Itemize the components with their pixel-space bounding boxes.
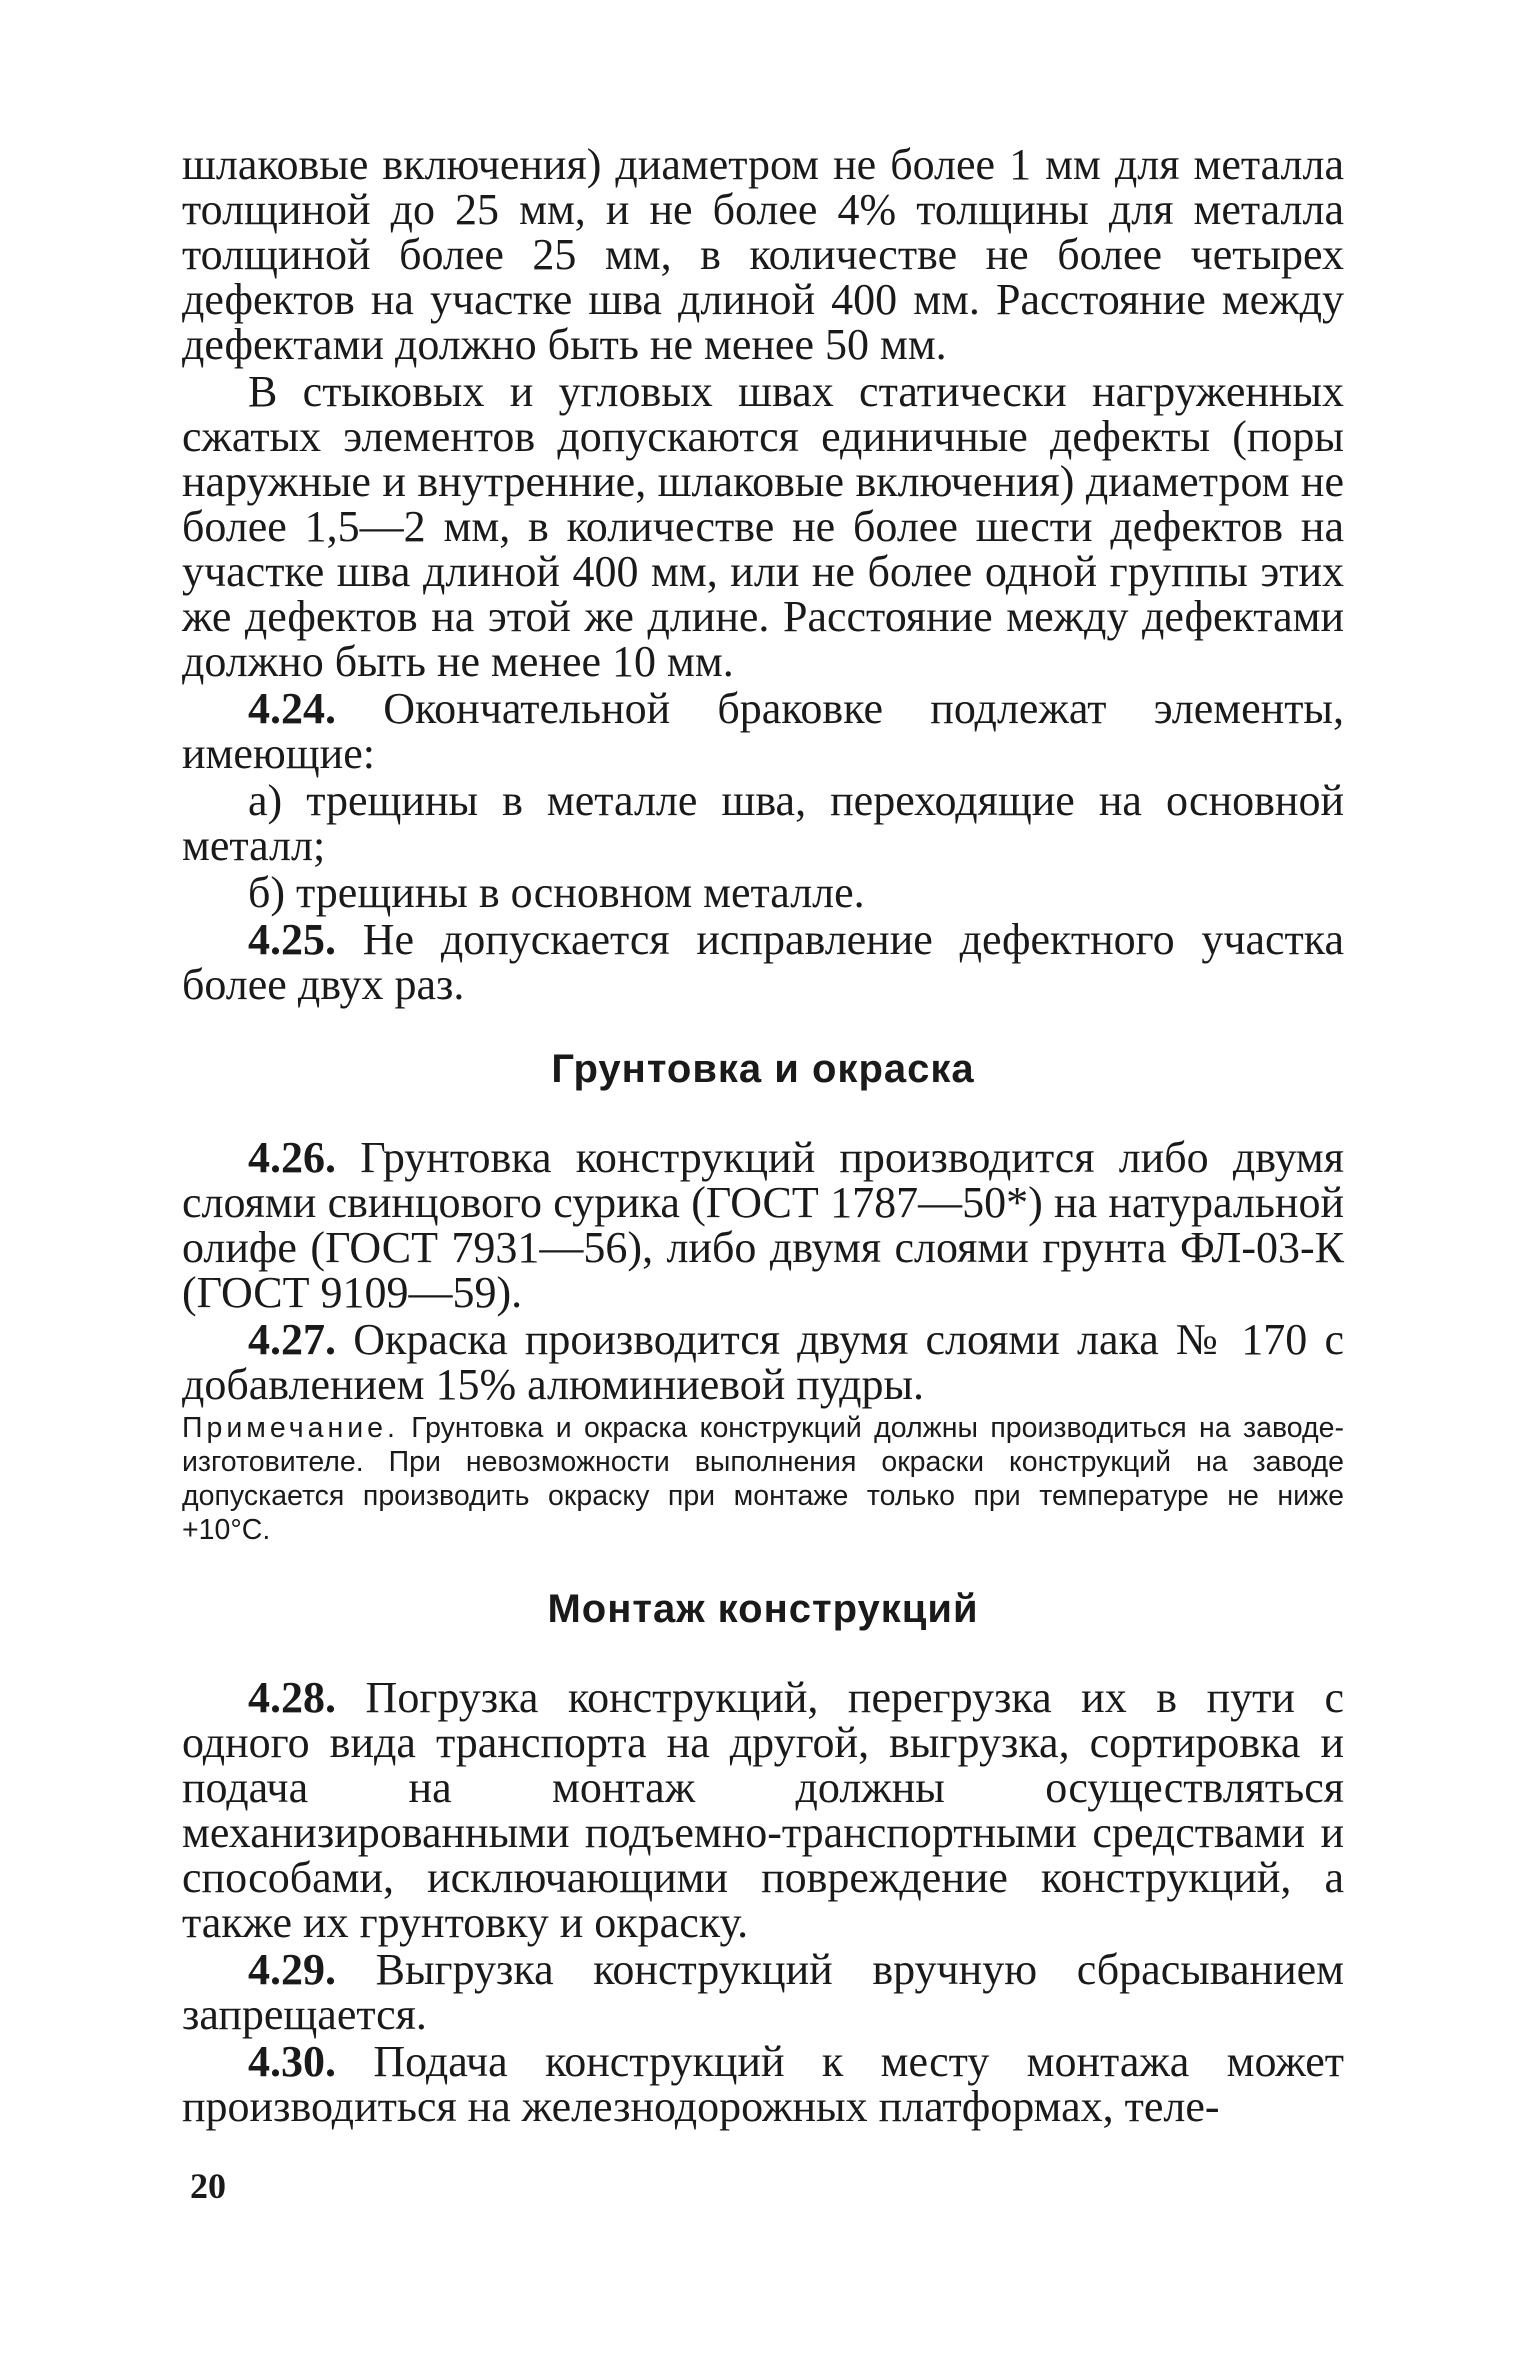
item-number: 4.29. (248, 1945, 336, 1994)
item-4-28 (182, 1675, 1344, 1945)
section-heading-priming: Грунтовка и окраска (551, 1047, 975, 1091)
page-body (182, 142, 1344, 2129)
paragraph-butt-and-fillet-welds: В стыковых и угловых швах статически нагруженных сжатых элементов допускаются единичные дефекты (поры наружные и внутренние, шлаковые включения) диаметром не более 1,5—2 мм, в количестве не более шести дефектов на участке шва длиной 400 мм, или не более одной группы этих же дефектов на этой же длине. Расстояние между дефектами должно быть не менее 10 мм. (182, 367, 1344, 686)
item-text: Не допускается исправление дефектного участка более двух раз. (182, 915, 1344, 1009)
item-number: 4.25. (248, 915, 336, 964)
note-text: Грунтовка и окраска конструкций должны производиться на заводе-изготовителе. При невозможности выполнения окраски конструкций на заводе допускается производить окраску при монтаже только при температуре не ниже +10°С. (182, 1412, 1344, 1546)
item-4-27 (182, 1317, 1344, 1407)
item-text: Грунтовка конструкций производится либо двумя слоями свинцового сурика (ГОСТ 1787—50*) на натуральной олифе (ГОСТ 7931—56), либо двумя слоями грунта ФЛ-03-К (ГОСТ 9109—59). (182, 1133, 1344, 1317)
item-number: 4.26. (248, 1133, 336, 1182)
item-number: 4.24. (248, 684, 336, 733)
note-label: Примечание. (182, 1412, 399, 1444)
item-4-24-subitem-a: а) трещины в металле шва, переходящие на основной металл; (182, 776, 1344, 870)
section-heading-assembly: Монтаж конструкций (547, 1587, 979, 1631)
item-4-26 (182, 1135, 1344, 1315)
item-4-25 (182, 917, 1344, 1007)
item-4-24-subitem-b: б) трещины в основном металле. (248, 868, 865, 917)
item-text: Выгрузка конструкций вручную сбрасыванием запрещается. (182, 1945, 1344, 2039)
item-4-29 (182, 1947, 1344, 2037)
item-number: 4.28. (248, 1673, 336, 1722)
paragraph-defects-continued: шлаковые включения) диаметром не более 1 мм для металла толщиной до 25 мм, и не более 4% толщины для металла толщиной более 25 мм, в количестве не более четырех дефектов на участке шва длиной 400 мм. Расстояние между дефектами должно быть не менее 50 мм. (182, 140, 1344, 369)
page-number: 20 (190, 2166, 226, 2206)
item-4-30 (182, 2039, 1344, 2129)
item-number: 4.30. (248, 2037, 336, 2086)
item-4-24 (182, 686, 1344, 776)
item-text: Погрузка конструкций, перегрузка их в пути с одного вида транспорта на другой, выгрузка, сортировка и подача на монтаж должны осуществляться механизированными подъемно-транспортными средствами и способами, исключающими повреждение конструкций, а также их грунтовку и окраску. (182, 1673, 1344, 1947)
item-text: Подача конструкций к месту монтажа может производиться на железнодорожных платформах, теле- (182, 2037, 1344, 2131)
note (182, 1411, 1344, 1547)
item-text: Окончательной браковке подлежат элементы, имеющие: (182, 684, 1344, 778)
item-text: Окраска производится двумя слоями лака № 170 с добавлением 15% алюминиевой пудры. (182, 1315, 1344, 1409)
item-number: 4.27. (248, 1315, 336, 1364)
